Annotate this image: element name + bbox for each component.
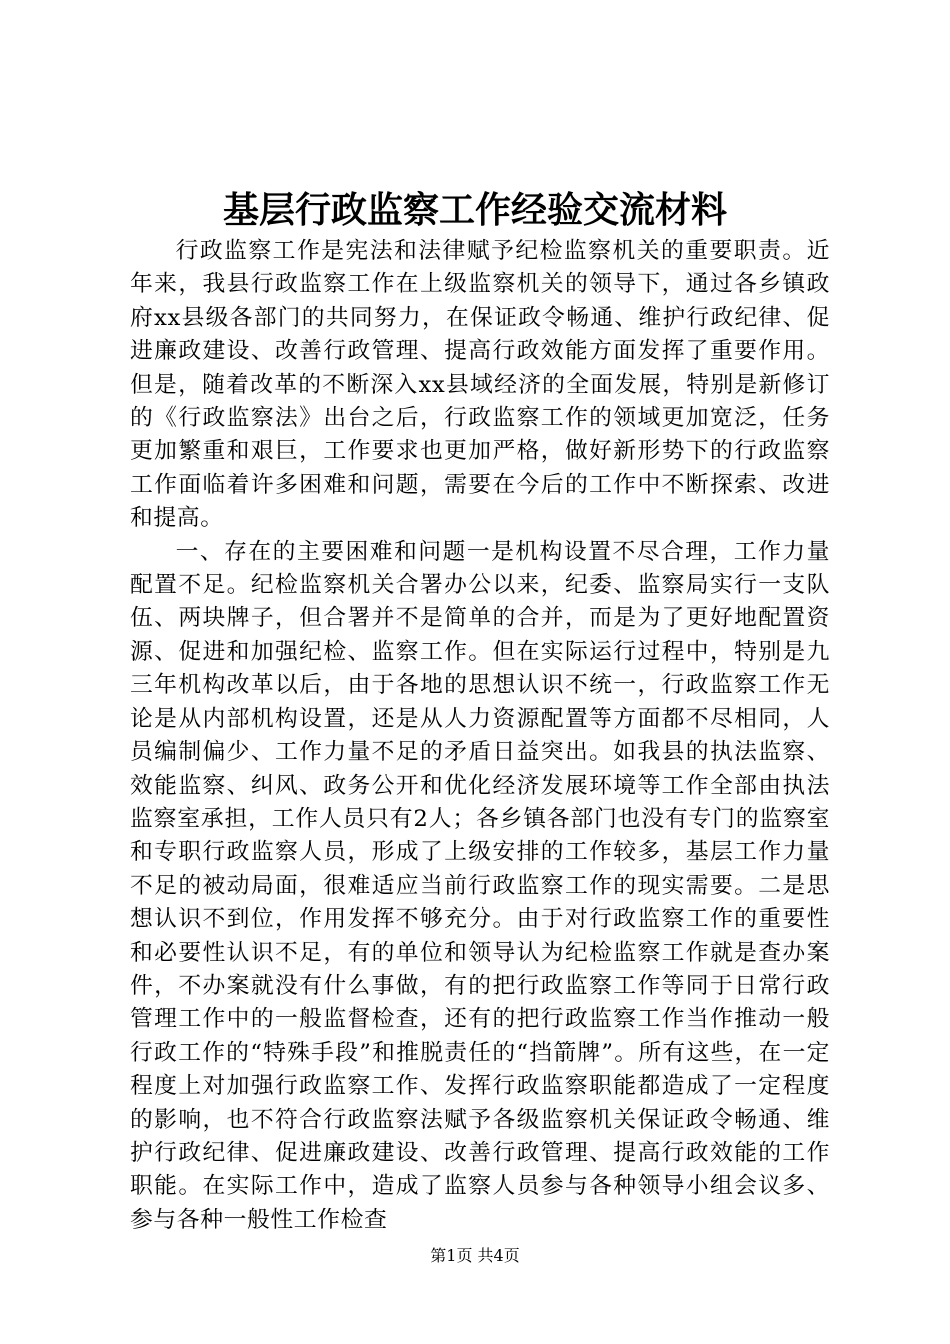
document-title: 基层行政监察工作经验交流材料 [222,189,727,231]
paragraph-problems: 一、存在的主要困难和问题一是机构设置不尽合理，工作力量配置不足。纪检监察机关合署办公以来，纪委、监察局实行一支队伍、两块牌子，但合署并不是简单的合并，而是为了更好地配置资源、促进和加强纪检、监察工作。但在实际运行过程中，特别是九三年机构改革以后，由于各地的思想认识不统一，行政监察工作无论是从内部机构设置，还是从人力资源配置等方面都不尽相同，人员编制偏少、工作力量不足的矛盾日益突出。如我县的执法监察、效能监察、纠风、政务公开和优化经济发展环境等工作全部由执法监察室承担，工作人员只有2人；各乡镇各部门也没有专门的监察室和专职行政监察人员，形成了上级安排的工作较多，基层工作力量不足的被动局面，很难适应当前行政监察工作的现实需要。二是思想认识不到位，作用发挥不够充分。由于对行政监察工作的重要性和必要性认识不足，有的单位和领导认为纪检监察工作就是查办案件，不办案就没有什么事做，有的把行政监察工作等同于日常行政管理工作中的一般监督检查，还有的把行政监察工作当作推动一般行政工作的“特殊手段”和推脱责任的“挡箭牌”。所有这些，在一定程度上对加强行政监察工作、发挥行政监察职能都造成了一定程度的影响，也不符合行政监察法赋予各级监察机关保证政令畅通、维护行政纪律、促进廉政建设、改善行政管理、提高行政效能的工作职能。在实际工作中，造成了监察人员参与各种领导小组会议多、参与各种一般性工作检查 [130,538,830,1233]
paragraph-intro: 行政监察工作是宪法和法律赋予纪检监察机关的重要职责。近年来，我县行政监察工作在上级监察机关的领导下，通过各乡镇政府xx县级各部门的共同努力，在保证政令畅通、维护行政纪律、促进廉政建设、改善行政管理、提高行政效能方面发挥了重要作用。但是，随着改革的不断深入xx县域经济的全面发展，特别是新修订的《行政监察法》出台之后，行政监察工作的领域更加宽泛，任务更加繁重和艰巨，工作要求也更加严格，做好新形势下的行政监察工作面临着许多困难和问题，需要在今后的工作中不断探索、改进和提高。 [130,238,830,532]
document-body [130,235,830,1237]
page-number-footer: 第1页 共4页 [430,1246,520,1265]
